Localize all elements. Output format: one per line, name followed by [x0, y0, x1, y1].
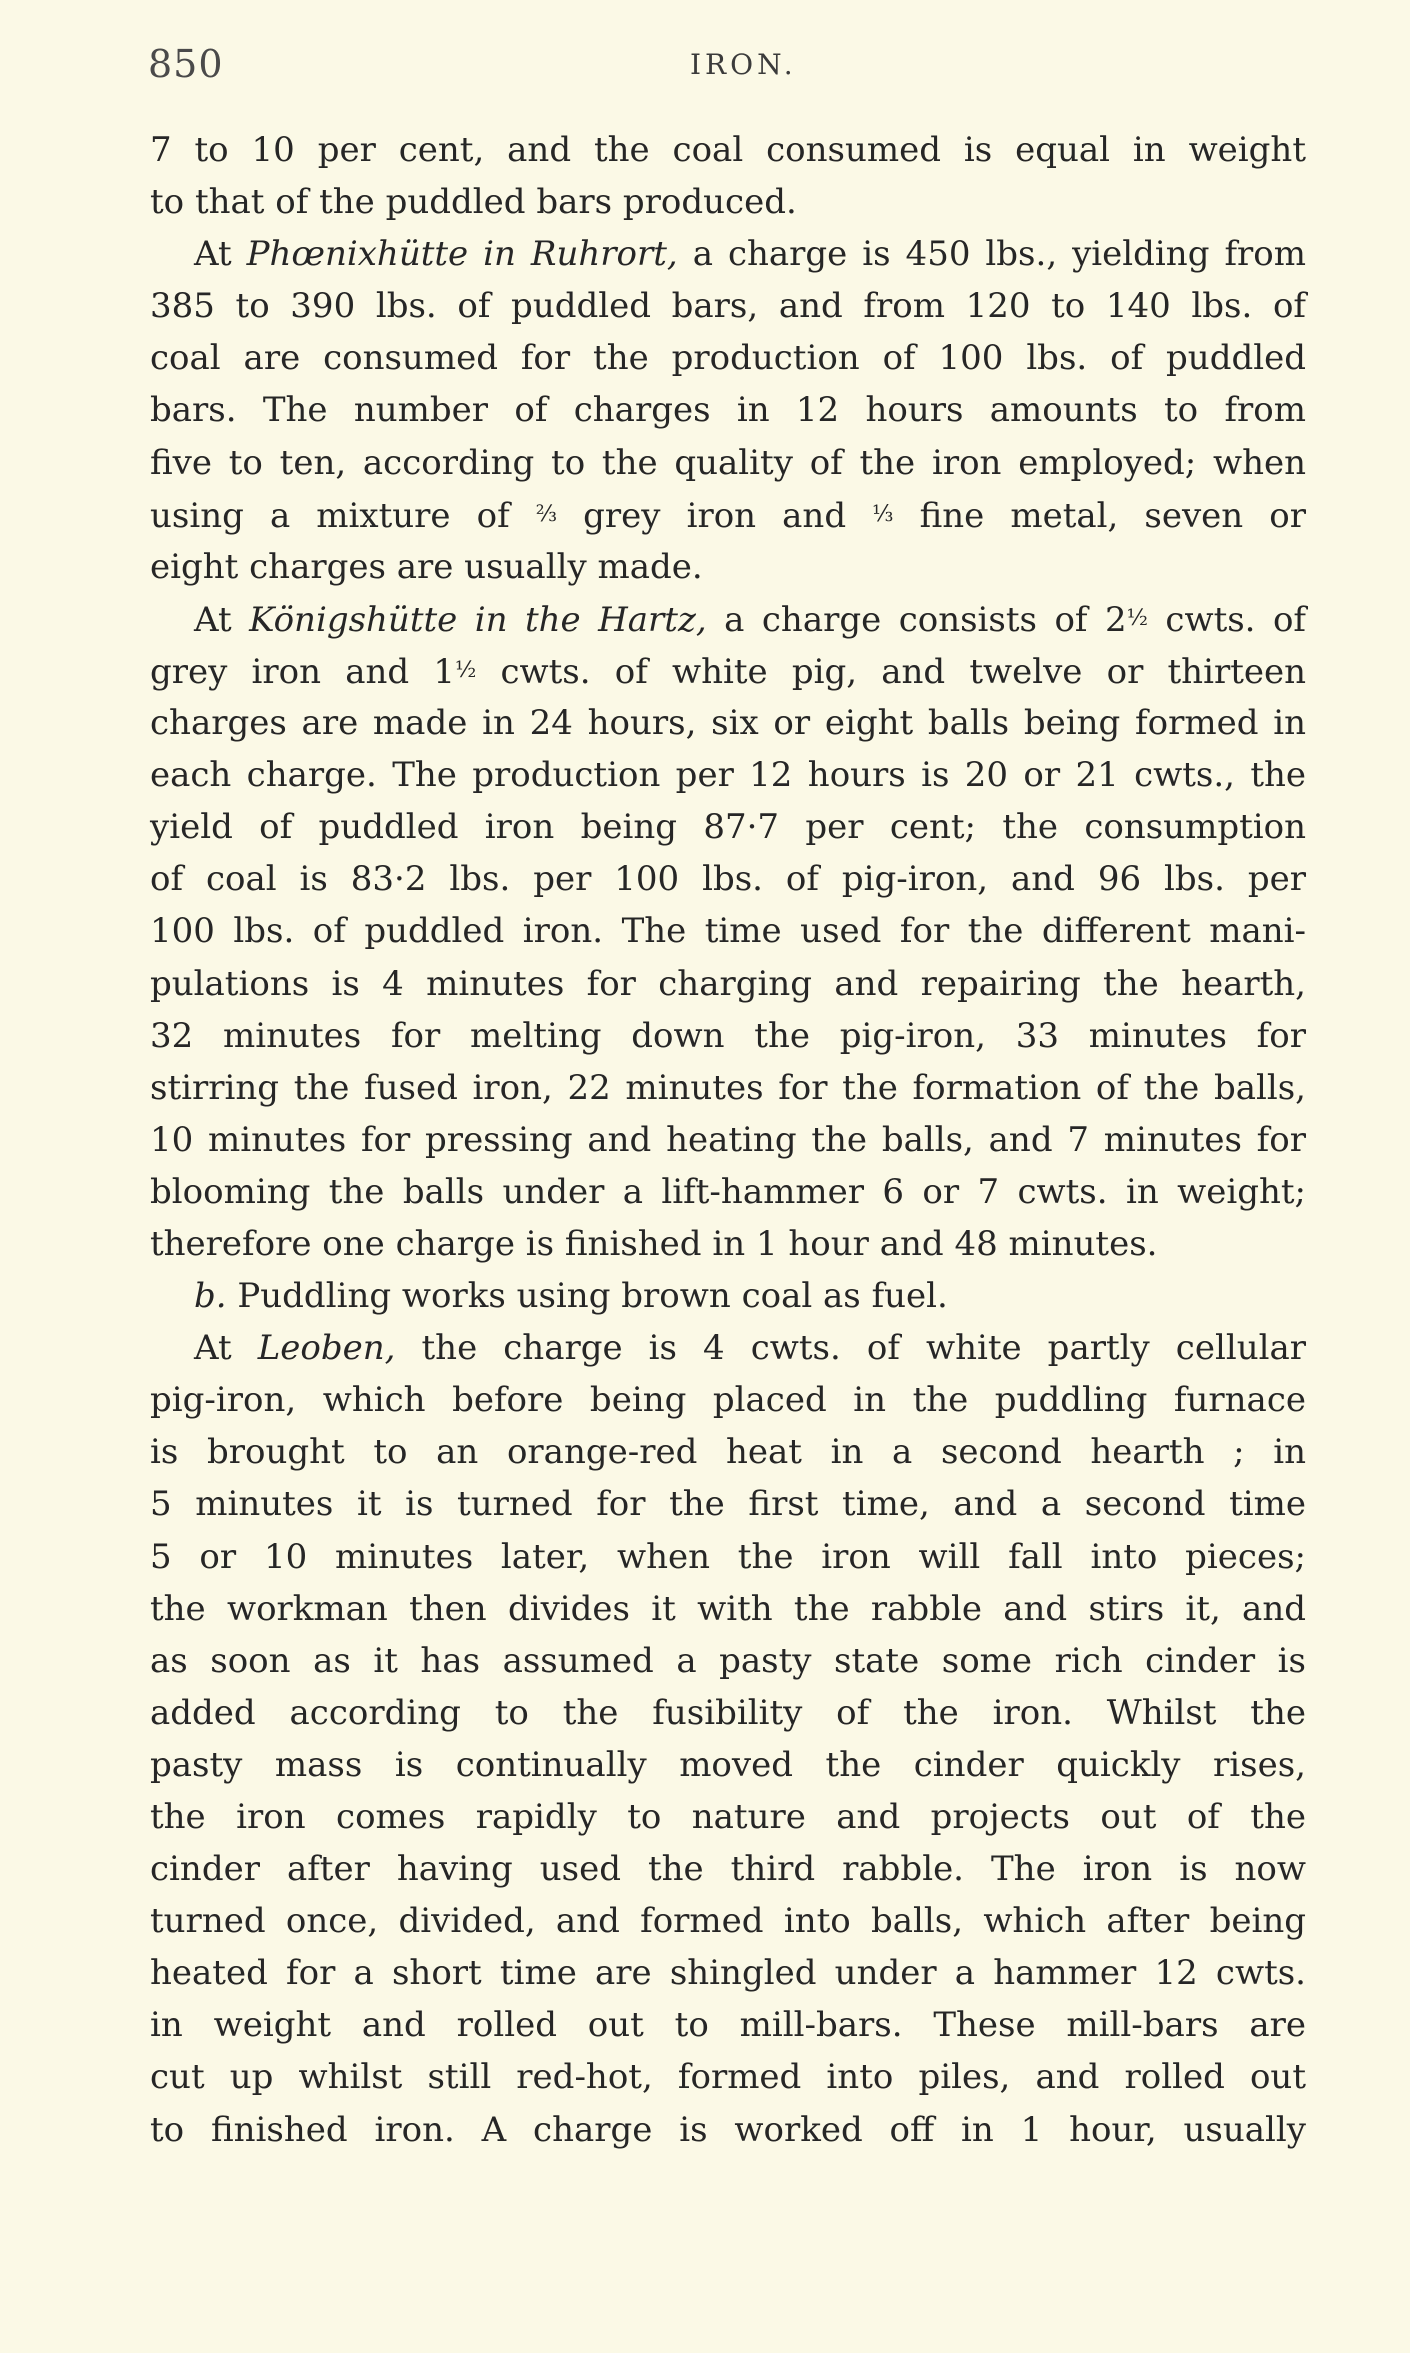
text-line: cut up whilst still red-hot, formed into piles, and rolled out: [150, 2057, 1306, 2098]
text-line: to finished iron. A charge is worked off in 1 hour, usually: [150, 2109, 1306, 2150]
text-line: is brought to an orange-red heat in a second hearth ; in: [150, 1432, 1306, 1473]
subsection-heading: [150, 1270, 1306, 1322]
text-line: the iron comes rapidly to nature and projects out of the: [150, 1797, 1306, 1837]
text-line: pig-iron, which before being placed in the puddling furnace: [150, 1380, 1306, 1421]
text-line: bars. The number of charges in 12 hours amounts to from: [150, 390, 1306, 431]
line-segment: grey iron and: [557, 495, 873, 536]
line-segment: a charge consists of 2: [706, 599, 1127, 640]
text-line: of coal is 83·2 lbs. per 100 lbs. of pig-iron, and 96 lbs. per: [150, 859, 1306, 900]
text-line: 32 minutes for melting down the pig-iron, 33 minutes for: [150, 1015, 1306, 1056]
line-segment: the charge is 4 cwts. of white partly cellular: [395, 1328, 1306, 1369]
line-segment: grey iron and 1: [150, 651, 455, 692]
place-name: Leoben,: [257, 1328, 396, 1369]
place-name: Königshütte in the Hartz,: [249, 599, 707, 640]
line-segment: At: [194, 1328, 258, 1369]
text-line: 100 lbs. of puddled iron. The time used for the different mani-: [150, 911, 1306, 952]
text-line: added according to the fusibility of the iron. Whilst the: [150, 1692, 1306, 1733]
text-line: [150, 1322, 1306, 1374]
section-title: IRON.: [690, 48, 797, 81]
text-line: blooming the balls under a lift-hammer 6 or 7 cwts. in weight;: [150, 1171, 1306, 1212]
text-line: coal are consumed for the production of 100 lbs. of puddled: [150, 338, 1306, 379]
text-line: 7 to 10 per cent, and the coal consumed is equal in weight: [150, 130, 1306, 170]
line-segment: cwts. of: [1147, 599, 1307, 640]
body-text: [150, 124, 1306, 2156]
text-line: [150, 489, 1306, 541]
text-line: in weight and rolled out to mill-bars. These mill-bars are: [150, 2005, 1306, 2046]
text-line: to that of the puddled bars produced.: [150, 182, 797, 223]
text-line: turned once, divided, and formed into balls, which after being: [150, 1901, 1306, 1942]
text-line: stirring the fused iron, 22 minutes for the formation of the balls,: [150, 1067, 1306, 1108]
text-line: pulations is 4 minutes for charging and repairing the hearth,: [150, 963, 1306, 1004]
text-line: 10 minutes for pressing and heating the balls, and 7 minutes for: [150, 1119, 1306, 1160]
text-line: the workman then divides it with the rabble and stirs it, and: [150, 1588, 1306, 1629]
text-line: 5 or 10 minutes later, when the iron will fall into pieces;: [150, 1536, 1306, 1577]
place-name: Phœnixhütte in Ruhrort,: [246, 234, 678, 275]
subsection-label: b.: [194, 1276, 227, 1317]
text-line: yield of puddled iron being 87·7 per cent; the consumption: [150, 807, 1306, 848]
fraction: ½: [454, 657, 477, 683]
text-line: each charge. The production per 12 hours is 20 or 21 cwts., the: [150, 755, 1306, 796]
fraction: ⅔: [535, 501, 558, 527]
text-line: therefore one charge is finished in 1 hour and 48 minutes.: [150, 1223, 1158, 1264]
text-line: five to ten, according to the quality of the iron employed; when: [150, 442, 1306, 483]
line-segment: a charge is 450 lbs., yielding from: [677, 234, 1306, 275]
text-line: 5 minutes it is turned for the first time, and a second time: [150, 1484, 1306, 1525]
text-line: charges are made in 24 hours, six or eight balls being formed in: [150, 703, 1306, 744]
line-segment: cwts. of white pig, and twelve or thirteen: [476, 651, 1307, 692]
fraction: ⅓: [872, 501, 894, 527]
text-line: [150, 593, 1306, 645]
text-line: as soon as it has assumed a pasty state some rich cinder is: [150, 1640, 1306, 1681]
fraction: ½: [1126, 605, 1148, 631]
text-line: [150, 645, 1306, 697]
line-segment: At: [194, 234, 247, 275]
line-segment: At: [194, 599, 250, 640]
line-segment: fine metal, seven or: [893, 495, 1306, 536]
text-line: 385 to 390 lbs. of puddled bars, and from 120 to 140 lbs. of: [150, 286, 1306, 327]
text-line: [150, 228, 1306, 280]
line-segment: using a mixture of: [150, 495, 536, 536]
text-line: pasty mass is continually moved the cinder quickly rises,: [150, 1744, 1306, 1785]
subsection-text: Puddling works using brown coal as fuel.: [226, 1276, 948, 1317]
text-line: heated for a short time are shingled under a hammer 12 cwts.: [150, 1953, 1306, 1994]
running-head: [148, 42, 1306, 86]
page-number: 850: [148, 42, 224, 86]
text-line: cinder after having used the third rabble. The iron is now: [150, 1849, 1306, 1890]
text-line: eight charges are usually made.: [150, 546, 703, 587]
